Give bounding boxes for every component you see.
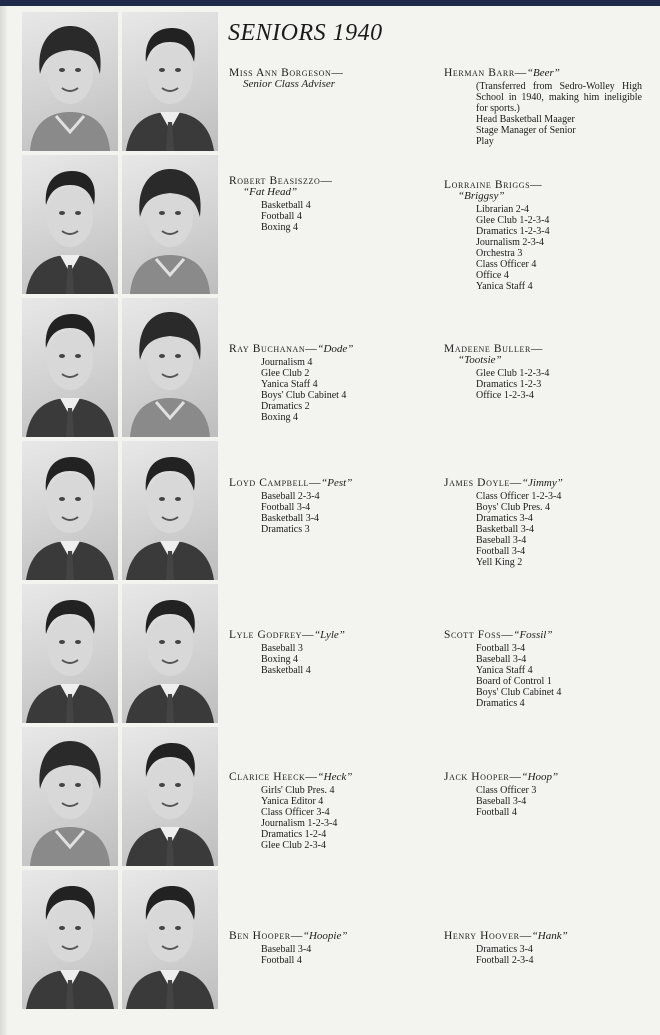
- student-portrait-photo: [22, 727, 118, 866]
- activity-item: Orchestra 3: [476, 248, 523, 260]
- activity-item: Yanica Staff 4: [261, 379, 318, 391]
- activity-item: Class Officer 4: [476, 259, 537, 271]
- activity-item: Football 4: [261, 211, 302, 223]
- activity-list: [444, 114, 642, 147]
- activity-item: Yanica Editor 4: [261, 796, 324, 808]
- activity-list: [444, 643, 649, 709]
- activity-item: Basketball 3-4: [261, 513, 320, 525]
- entry-borgeson: [229, 68, 434, 90]
- activity-item: Basketball 4: [261, 200, 311, 212]
- activity-item: Football 2-3-4: [476, 955, 534, 967]
- transfer-note: (Transferred from Sedro-Wolley High School in 1940, making him ineligible for sports.): [476, 81, 642, 115]
- activity-item: Dramatics 1-2-4: [261, 829, 327, 841]
- activity-item: Journalism 1-2-3-4: [261, 818, 338, 830]
- activity-item: Dramatics 3-4: [476, 513, 533, 525]
- entry-briggs: [444, 180, 649, 292]
- activity-item: Stage Manager of Senior: [476, 125, 576, 137]
- entry-nickname: “Jimmy”: [521, 477, 563, 489]
- entry-nickname: “Hank”: [531, 930, 568, 942]
- activity-item: Glee Club 1-2-3-4: [476, 368, 550, 380]
- entry-nickname: “Briggsy”: [458, 190, 505, 203]
- student-portrait-photo: [22, 155, 118, 294]
- entry-name: Robert Beasiszzo—: [229, 175, 333, 187]
- activity-item: Dramatics 4: [476, 698, 525, 710]
- student-portrait-photo: [122, 727, 218, 866]
- student-portrait-photo: [22, 441, 118, 580]
- activity-item: Baseball 3-4: [476, 796, 527, 808]
- student-portrait-photo: [122, 155, 218, 294]
- activity-item: Boys' Club Cabinet 4: [261, 390, 347, 402]
- activity-list: [444, 785, 649, 818]
- entry-nickname: “Beer”: [526, 67, 560, 79]
- page-title: SENIORS 1940: [228, 20, 383, 46]
- entry-name: Henry Hoover—: [444, 930, 532, 942]
- portrait-row: [22, 870, 218, 1009]
- entry-hoover: [444, 931, 649, 966]
- activity-list: [229, 491, 434, 535]
- activity-item: Dramatics 1-2-3-4: [476, 226, 550, 238]
- portrait-row: [22, 584, 218, 723]
- student-portrait-photo: [122, 584, 218, 723]
- activity-item: Football 4: [476, 807, 517, 819]
- student-portrait-photo: [122, 870, 218, 1009]
- entry-nickname: “Pest”: [321, 477, 353, 489]
- activity-item: Boxing 4: [261, 412, 298, 424]
- portrait-row: [22, 298, 218, 437]
- activity-item: Basketball 3-4: [476, 524, 535, 536]
- portrait-row: [22, 441, 218, 580]
- entry-name: Ben Hooper—: [229, 930, 303, 942]
- activity-item: Football 3-4: [261, 502, 311, 514]
- student-portrait-photo: [122, 298, 218, 437]
- activity-item: Yell King 2: [476, 557, 523, 569]
- activity-item: Glee Club 2-3-4: [261, 840, 326, 852]
- activity-item: Head Basketball Maager: [476, 114, 575, 126]
- activity-item: Journalism 2-3-4: [476, 237, 545, 249]
- activity-item: Baseball 3-4: [261, 944, 312, 956]
- entry-nickname: “Tootsie”: [458, 354, 502, 367]
- portrait-grid: [22, 12, 218, 1013]
- adviser-title: Senior Class Adviser: [243, 78, 336, 91]
- activity-item: Girls' Club Pres. 4: [261, 785, 335, 797]
- activity-item: Play: [476, 136, 494, 148]
- activity-item: Journalism 4: [261, 357, 313, 369]
- entry-barr: [444, 68, 642, 147]
- entry-name: Jack Hooper—: [444, 771, 522, 783]
- activity-item: Baseball 3-4: [476, 654, 527, 666]
- entry-nickname: “Hoop”: [521, 771, 559, 783]
- entry-name: Lyle Godfrey—: [229, 629, 315, 641]
- entry-name: Loyd Campbell—: [229, 477, 322, 489]
- entry-name: Miss Ann Borgeson—: [229, 67, 344, 79]
- activity-item: Basketball 4: [261, 665, 311, 677]
- entry-name: Ray Buchanan—: [229, 343, 318, 355]
- activity-list: [229, 643, 434, 676]
- entry-beasiszzo: [229, 176, 434, 233]
- entry-nickname: “Hoopie”: [302, 930, 348, 942]
- entry-nickname: “Heck”: [317, 771, 353, 783]
- activity-item: Boxing 4: [261, 222, 298, 234]
- entry-name: Clarice Heeck—: [229, 771, 318, 783]
- portrait-row: [22, 155, 218, 294]
- activity-item: Office 4: [476, 270, 509, 282]
- portrait-row: [22, 12, 218, 151]
- entry-name: James Doyle—: [444, 477, 522, 489]
- student-portrait-photo: [122, 12, 218, 151]
- activity-list: [444, 204, 649, 292]
- activity-list: [229, 357, 434, 423]
- activity-item: Office 1-2-3-4: [476, 390, 534, 402]
- entry-nickname: “Dode”: [317, 343, 354, 355]
- student-portrait-photo: [22, 584, 118, 723]
- student-portrait-photo: [22, 870, 118, 1009]
- entry-foss: [444, 630, 649, 709]
- activity-item: Football 4: [261, 955, 302, 967]
- activity-item: Dramatics 3: [261, 524, 310, 536]
- entry-godfrey: [229, 630, 434, 676]
- activity-list: [444, 944, 649, 966]
- entry-name: Herman Barr—: [444, 67, 527, 79]
- activity-list: [444, 491, 649, 568]
- activity-item: Glee Club 2: [261, 368, 310, 380]
- activity-item: Class Officer 3: [476, 785, 537, 797]
- portrait-row: [22, 727, 218, 866]
- entry-nickname: “Fossil”: [513, 629, 553, 641]
- entry-buller: [444, 344, 649, 401]
- entry-name: Scott Foss—: [444, 629, 514, 641]
- activity-item: Dramatics 2: [261, 401, 310, 413]
- entry-nickname: “Lyle”: [314, 629, 345, 641]
- activity-item: Football 3-4: [476, 546, 526, 558]
- entry-heeck: [229, 772, 434, 851]
- entry-doyle: [444, 478, 649, 568]
- activity-item: Football 3-4: [476, 643, 526, 655]
- activity-list: [229, 200, 434, 233]
- student-portrait-photo: [22, 12, 118, 151]
- entry-buchanan: [229, 344, 434, 423]
- activity-list: [229, 785, 434, 851]
- student-portrait-photo: [122, 441, 218, 580]
- activity-item: Baseball 3: [261, 643, 303, 655]
- activity-list: [229, 944, 434, 966]
- entry-name: Lorraine Briggs—: [444, 179, 543, 191]
- student-portrait-photo: [22, 298, 118, 437]
- activity-item: Boys' Club Cabinet 4: [476, 687, 562, 699]
- top-edge-band: [0, 0, 660, 6]
- activity-item: Dramatics 1-2-3: [476, 379, 542, 391]
- activity-list: [444, 368, 649, 401]
- activity-item: Glee Club 1-2-3-4: [476, 215, 550, 227]
- activity-item: Yanica Staff 4: [476, 281, 533, 293]
- activity-item: Yanica Staff 4: [476, 665, 533, 677]
- page-binding-edge: [0, 6, 7, 1035]
- activity-item: Librarian 2-4: [476, 204, 530, 216]
- activity-item: Baseball 3-4: [476, 535, 527, 547]
- activity-item: Board of Control 1: [476, 676, 552, 688]
- entry-jhooper: [444, 772, 649, 818]
- activity-item: Class Officer 3-4: [261, 807, 330, 819]
- activity-item: Boys' Club Pres. 4: [476, 502, 551, 514]
- entry-bhooper: [229, 931, 434, 966]
- activity-item: Class Officer 1-2-3-4: [476, 491, 562, 503]
- entry-name: Madeene Buller—: [444, 343, 544, 355]
- activity-item: Boxing 4: [261, 654, 298, 666]
- activity-item: Baseball 2-3-4: [261, 491, 320, 503]
- entry-campbell: [229, 478, 434, 535]
- activity-item: Dramatics 3-4: [476, 944, 533, 956]
- entry-nickname: “Fat Head”: [243, 186, 298, 199]
